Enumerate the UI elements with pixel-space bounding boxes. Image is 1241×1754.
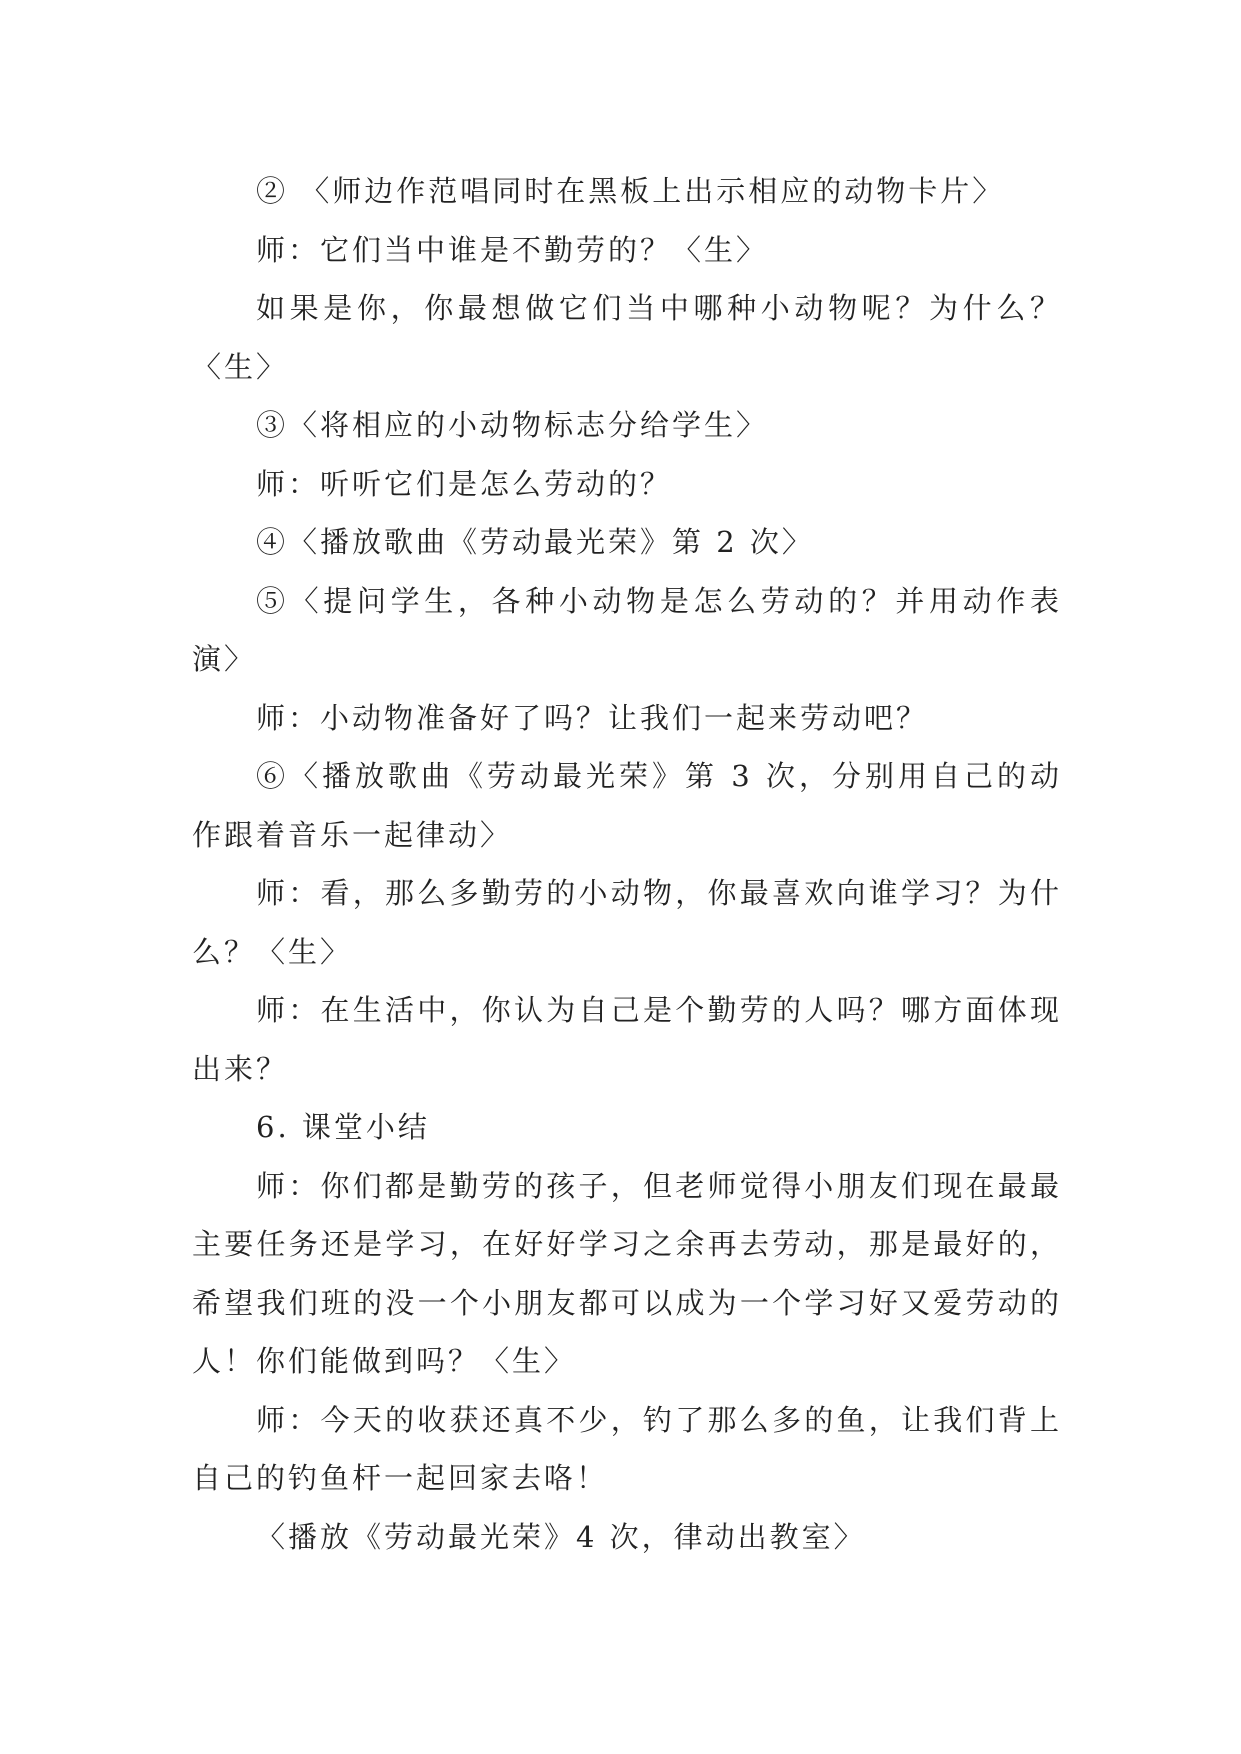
paragraph-learn-from-whom: 师：看，那么多勤劳的小动物，你最喜欢向谁学习？为什么？〈生〉	[192, 876, 1062, 969]
paragraph-teacher-question-lazy: 师：它们当中谁是不勤劳的？〈生〉	[256, 232, 769, 267]
paragraph-which-animal: 如果是你，你最想做它们当中哪种小动物呢？为什么？〈生〉	[192, 291, 1062, 384]
paragraph-are-you-diligent: 师：在生活中，你认为自己是个勤劳的人吗？哪方面体现出来？	[192, 993, 1062, 1086]
paragraph-play-song-3: ⑥〈播放歌曲《劳动最光荣》第 3 次，分别用自己的动作跟着音乐一起律动〉	[192, 759, 1062, 852]
paragraph-ready-to-work: 师：小动物准备好了吗？让我们一起来劳动吧？	[256, 700, 929, 735]
section-heading-summary: 6. 课堂小结	[256, 1110, 430, 1144]
paragraph-ask-students-act: ⑤〈提问学生，各种小动物是怎么劳动的？并用动作表演〉	[192, 583, 1062, 676]
paragraph-distribute-badges: ③〈将相应的小动物标志分给学生〉	[256, 408, 769, 442]
paragraph-listen-how-work: 师：听听它们是怎么劳动的？	[256, 466, 673, 501]
paragraph-play-song-2: ④〈播放歌曲《劳动最光荣》第 2 次〉	[256, 525, 814, 559]
paragraph-harvest-go-home: 师：今天的收获还真不少，钓了那么多的鱼，让我们背上自己的钓鱼杆一起回家去咯！	[192, 1402, 1062, 1495]
paragraph-summary-study: 师：你们都是勤劳的孩子，但老师觉得小朋友们现在最最主要任务还是学习，在好好学习之余再去劳动，那是最好的，希望我们班的没一个小朋友都可以成为一个学习好又爱劳动的人！你们能做到吗？〈生〉	[192, 1168, 1062, 1378]
paragraph-demo-singing: ② 〈师边作范唱同时在黑板上出示相应的动物卡片〉	[256, 174, 1005, 208]
paragraph-play-song-4: 〈播放《劳动最光荣》4 次，律动出教室〉	[256, 1519, 866, 1554]
document-body	[192, 162, 1062, 1566]
